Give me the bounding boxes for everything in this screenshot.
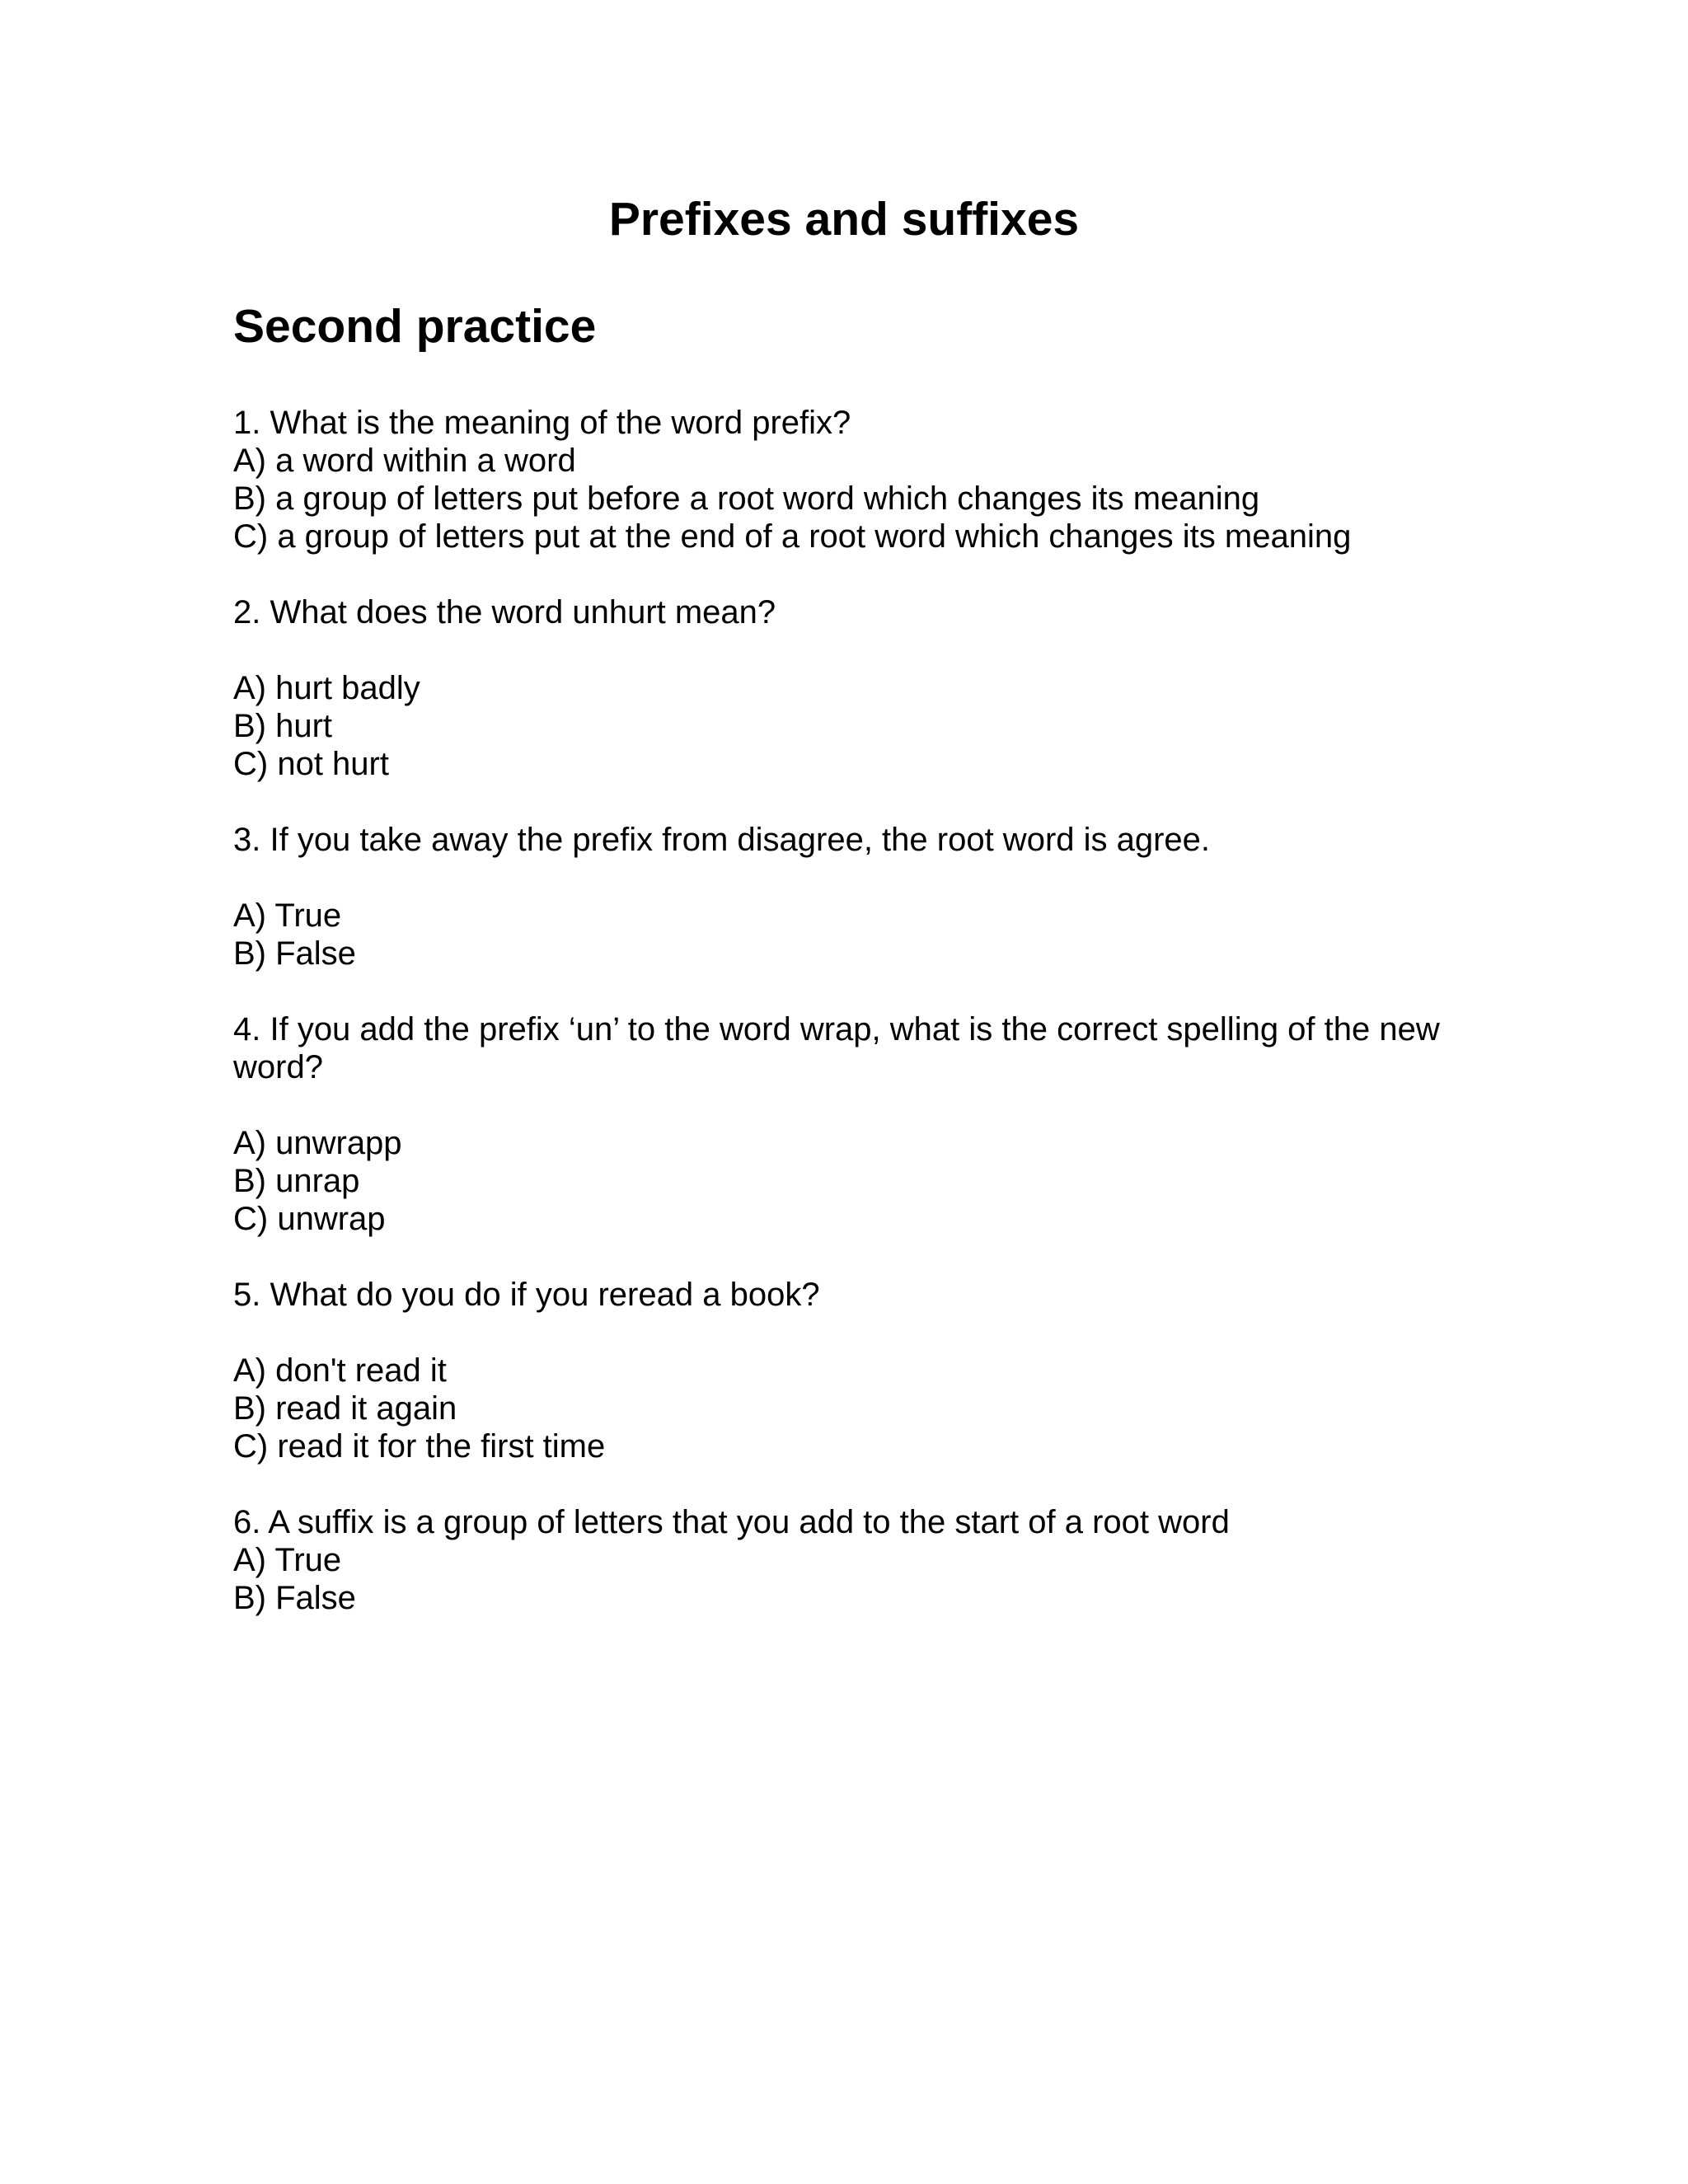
question-1-option-c: C) a group of letters put at the end of a root word which changes its meaning bbox=[233, 518, 1352, 555]
question-4-option-b: B) unrap bbox=[233, 1163, 360, 1199]
spacer bbox=[233, 1314, 1470, 1352]
spacer bbox=[233, 859, 1470, 897]
question-3-option-a: A) True bbox=[233, 898, 342, 934]
question-6-option-a: A) True bbox=[233, 1542, 342, 1578]
question-2-option-a: A) hurt badly bbox=[233, 670, 420, 706]
question-6 bbox=[233, 1503, 1470, 1617]
question-2-prompt: 2. What does the word unhurt mean? bbox=[233, 594, 776, 630]
question-4 bbox=[233, 1010, 1470, 1238]
question-5-option-a: A) don't read it bbox=[233, 1352, 447, 1389]
question-5-prompt: 5. What do you do if you reread a book? bbox=[233, 1277, 820, 1313]
document-title: Prefixes and suffixes bbox=[608, 193, 1080, 246]
question-1-option-a: A) a word within a word bbox=[233, 443, 576, 479]
question-3-option-b: B) False bbox=[233, 935, 356, 972]
spacer bbox=[233, 783, 1470, 821]
question-4-option-a: A) unwrapp bbox=[233, 1125, 402, 1161]
question-1-option-b: B) a group of letters put before a root word which changes its meaning bbox=[233, 480, 1260, 517]
question-3 bbox=[233, 821, 1470, 972]
question-1-prompt: 1. What is the meaning of the word prefix? bbox=[233, 405, 851, 441]
question-2 bbox=[233, 593, 1470, 783]
question-5-option-b: B) read it again bbox=[233, 1390, 457, 1427]
spacer bbox=[233, 1086, 1470, 1124]
spacer bbox=[233, 972, 1470, 1010]
spacer bbox=[233, 631, 1470, 669]
question-5 bbox=[233, 1276, 1470, 1465]
question-4-prompt-line-1: 4. If you add the prefix ‘un’ to the word wrap, what is the correct spelling of the new bbox=[233, 1011, 1440, 1047]
question-4-prompt-line-2: word? bbox=[233, 1049, 323, 1085]
question-6-option-b: B) False bbox=[233, 1580, 356, 1616]
section-heading: Second practice bbox=[233, 300, 597, 353]
spacer bbox=[233, 1238, 1470, 1276]
question-1 bbox=[233, 404, 1470, 555]
question-6-prompt: 6. A suffix is a group of letters that you add to the start of a root word bbox=[233, 1504, 1230, 1540]
question-2-option-c: C) not hurt bbox=[233, 746, 389, 782]
spacer bbox=[233, 555, 1470, 593]
question-3-prompt: 3. If you take away the prefix from disagree, the root word is agree. bbox=[233, 822, 1211, 858]
question-4-option-c: C) unwrap bbox=[233, 1201, 386, 1237]
spacer bbox=[233, 1465, 1470, 1503]
question-5-option-c: C) read it for the first time bbox=[233, 1428, 606, 1465]
question-2-option-b: B) hurt bbox=[233, 708, 333, 744]
question-list bbox=[233, 404, 1470, 1617]
